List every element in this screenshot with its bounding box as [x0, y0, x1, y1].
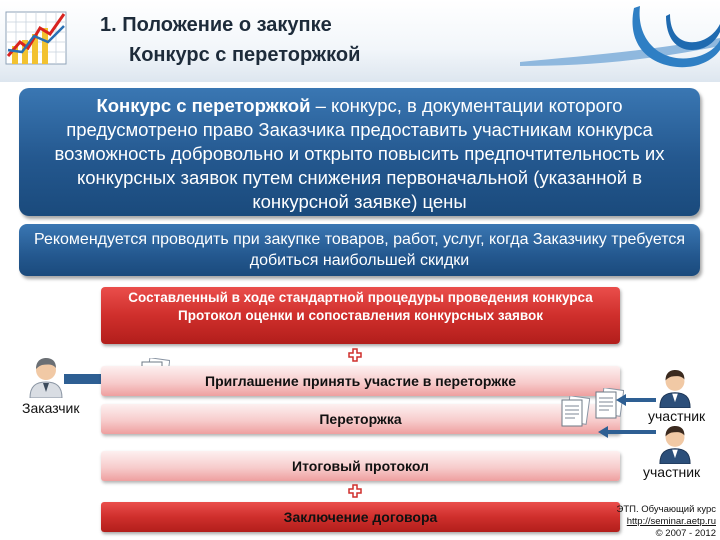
definition-term: Конкурс с переторжкой [96, 95, 311, 116]
footer-link[interactable]: http://seminar.aetp.ru [626, 516, 716, 527]
recommendation-text: Рекомендуется проводить при закупке товаров, работ, услуг, когда Заказчику требуется добиться наибольшей скидки [33, 231, 686, 269]
page-title-line2: Конкурс с переторжкой [129, 44, 361, 66]
rebidding-step [101, 404, 620, 434]
rebidding-text: Переторжка [319, 411, 402, 427]
protocol-text: Составленный в ходе стандартной процедуры проведения конкурса Протокол оценки и сопоставления конкурсных заявок [128, 290, 593, 323]
definition-box [19, 88, 700, 216]
contract-text: Заключение договора [283, 509, 438, 525]
document-icon [560, 396, 590, 428]
footer-credits [617, 504, 716, 540]
invitation-step [101, 366, 620, 396]
arrow-icon [598, 424, 656, 440]
participant-person-icon [658, 424, 692, 464]
recommendation-box [19, 224, 700, 276]
protocol-box [101, 287, 620, 344]
swoosh-logo [520, 0, 720, 82]
invitation-text: Приглашение принять участие в переторжке [205, 373, 516, 389]
chart-logo-icon [2, 6, 74, 70]
definition-text: – конкурс, в документации которого предусмотрено право Заказчика предоставить участникам конкурса возможность добровольно и открыто повысить предпочтительность их конкурсных заявок путем снижения первоначальной (указанной в конкурсной заявке) цены [54, 95, 665, 212]
arrow-icon [616, 392, 656, 408]
participant-label-1: участник [648, 408, 706, 424]
participant-label-2: участник [643, 464, 701, 480]
plus-icon [348, 348, 362, 362]
footer-copyright: © 2007 - 2012 [655, 528, 716, 539]
contract-step [101, 502, 620, 532]
header-bar [0, 0, 720, 82]
plus-icon [348, 484, 362, 498]
final-protocol-text: Итоговый протокол [292, 458, 429, 474]
footer-course: ЭТП. Обучающий курс [616, 504, 716, 515]
customer-person-icon [28, 356, 64, 398]
final-protocol-step [101, 451, 620, 481]
page-title-line1: 1. Положение о закупке [100, 14, 332, 36]
customer-label: Заказчик [22, 400, 80, 416]
participant-person-icon [658, 368, 692, 408]
